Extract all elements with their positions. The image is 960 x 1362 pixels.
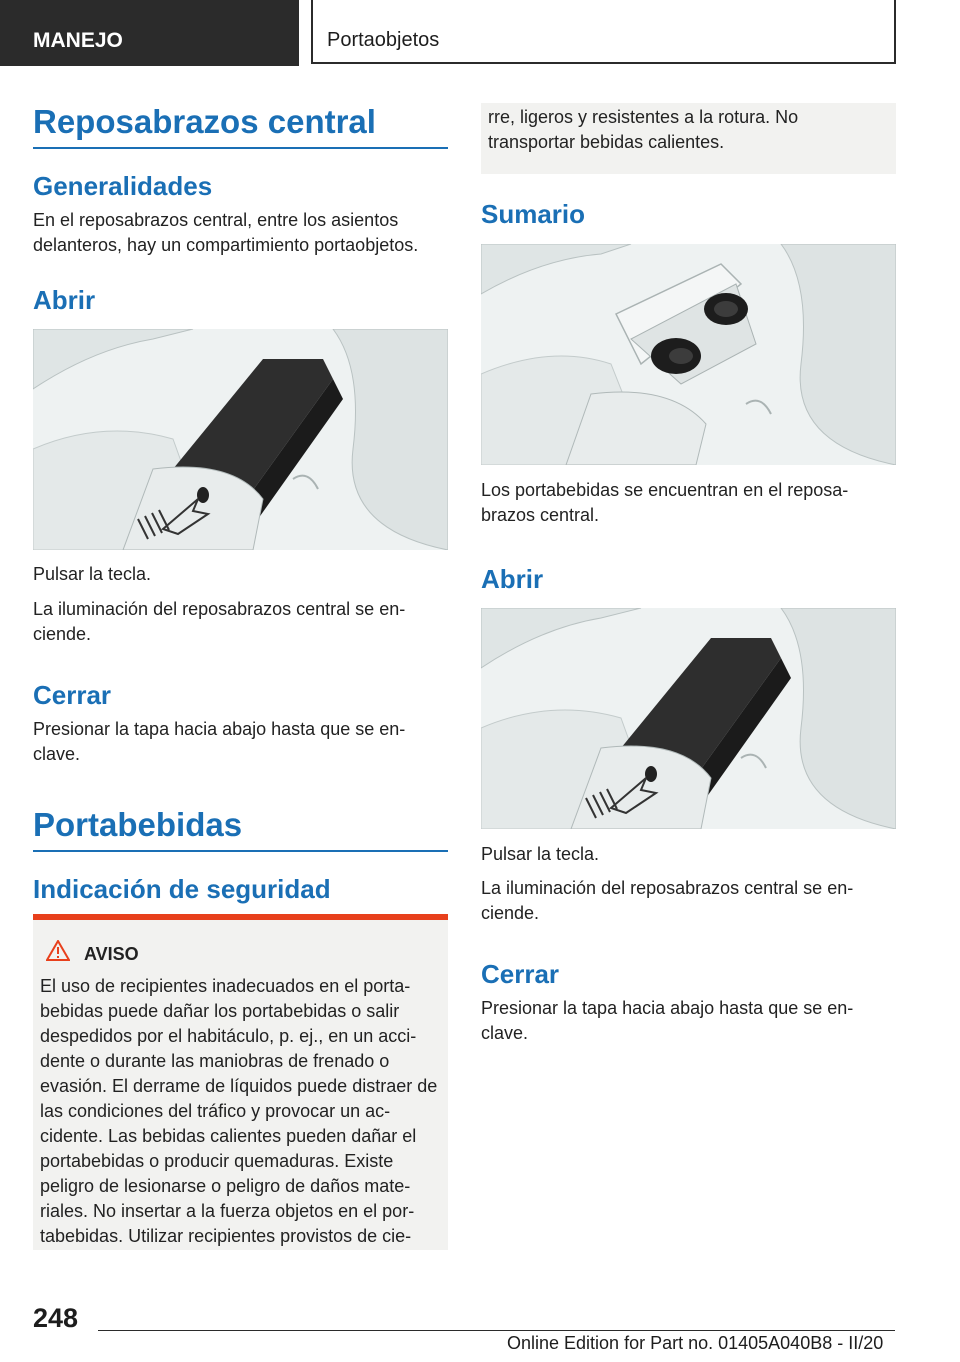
warning-title: AVISO bbox=[84, 943, 139, 964]
heading-open-right: Abrir bbox=[481, 564, 544, 594]
heading-close-right: Cerrar bbox=[481, 959, 560, 989]
heading-cupholders: Portabebidas bbox=[33, 806, 448, 852]
open-step-1: Pulsar la tecla. bbox=[33, 564, 152, 584]
general-text: En el reposabrazos central, entre los asientos delanteros, hay un compartimiento portaobjetos. bbox=[33, 210, 419, 255]
chapter-tab: MANEJO bbox=[0, 0, 299, 66]
warning-box bbox=[33, 920, 448, 1250]
heading-armrest: Reposabrazos central bbox=[33, 103, 448, 149]
heading-close: Cerrar bbox=[33, 680, 112, 710]
armrest-closed-illustration-2 bbox=[481, 608, 896, 829]
footer-divider bbox=[98, 1330, 895, 1331]
warning-text-continued: rre, ligeros y resistentes a la rotura. No transportar bebidas calientes. bbox=[488, 107, 799, 152]
open-step-1-right: Pulsar la tecla. bbox=[481, 844, 600, 864]
close-text-right: Presionar la tapa hacia abajo hasta que se en-clave. bbox=[481, 998, 854, 1043]
heading-general: Generalidades bbox=[33, 171, 213, 201]
footer-edition: Online Edition for Part no. 01405A040B8 - II/20 bbox=[507, 1333, 884, 1353]
warning-text: El uso de recipientes inadecuados en el porta-bebidas puede dañar los portabebidas o salir despedidos por el habitáculo, p. ej., en un acci-dente o durante las maniobras de frenado o evasión. El derrame de líquidos puede distraer de las condiciones del tráfico y provocar un ac-cidente. Las bebidas calientes pueden dañar el portabebidas o producir quemaduras. Existe peligro de lesionarse o peligro de daños mate-riales. No insertar a la fuerza objetos en el por-tabebidas. Utilizar recipientes provistos de cie- bbox=[40, 976, 438, 1246]
open-step-2: La iluminación del reposabrazos central se en-ciende. bbox=[33, 599, 406, 644]
cupholder-open-illustration bbox=[481, 244, 896, 465]
summary-text: Los portabebidas se encuentran en el reposa-brazos central. bbox=[481, 480, 849, 525]
warning-box-continued bbox=[481, 103, 896, 174]
close-text: Presionar la tapa hacia abajo hasta que se en-clave. bbox=[33, 719, 406, 764]
heading-summary: Sumario bbox=[481, 199, 586, 229]
heading-safety: Indicación de seguridad bbox=[33, 874, 331, 904]
heading-open: Abrir bbox=[33, 285, 96, 315]
armrest-closed-illustration bbox=[33, 329, 448, 550]
topic-tab: Portaobjetos bbox=[311, 0, 896, 64]
warning-triangle-icon bbox=[46, 940, 70, 968]
open-step-2-right: La iluminación del reposabrazos central se en-ciende. bbox=[481, 878, 854, 923]
page-number: 248 bbox=[33, 1303, 79, 1333]
